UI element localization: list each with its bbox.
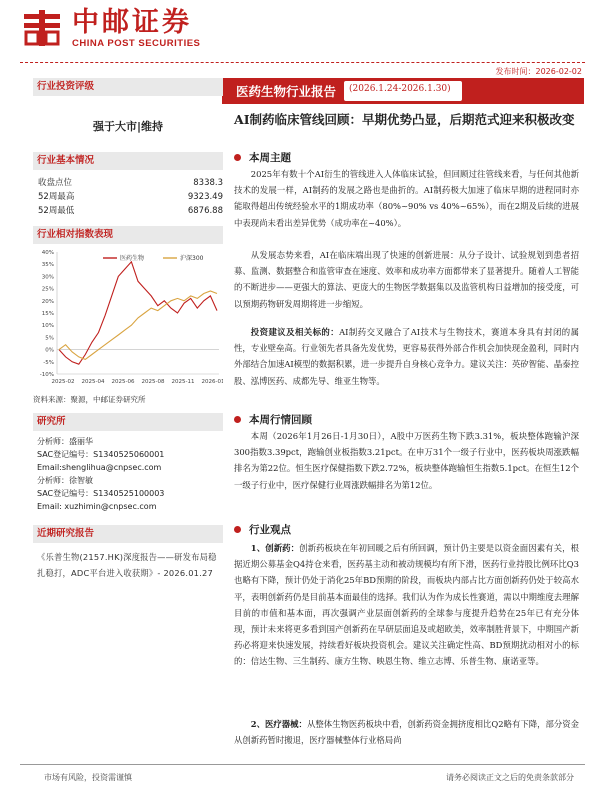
investment-advice-paragraph — [234, 324, 579, 389]
industry-report-title: 医药生物行业报告 — [236, 84, 337, 99]
medical-devices-text: 从整体生物医药板块中看，创新药资金拥挤度相比Q2略有下降，部分资金从创新药暂时搬退，医疗器械整体行业格局尚 — [234, 719, 579, 746]
publish-date: 发布时间：2026-02-02 — [495, 67, 582, 76]
x-tick-label: 2026-01 — [201, 379, 223, 385]
chart-section-header: 行业相对指数表现 — [33, 226, 223, 244]
stat-label: 收盘点位 — [38, 178, 73, 188]
section-title: 本周主题 — [249, 152, 291, 164]
y-tick-label: 5% — [45, 335, 54, 342]
legend-label: 医药生物 — [120, 255, 145, 262]
stat-value: 9323.49 — [187, 192, 223, 202]
analyst-name: 分析师：徐智敏 — [37, 476, 93, 485]
china-post-logo-icon — [20, 6, 64, 50]
y-tick-label: 25% — [41, 286, 54, 293]
analyst-list — [33, 435, 223, 513]
x-tick-label: 2025-06 — [111, 379, 135, 385]
rating-section-header: 行业投资评级 — [33, 78, 223, 96]
stat-value: 8338.3 — [193, 178, 223, 188]
analyst-sac-number: SAC登记编号：S1340525100003 — [37, 489, 165, 498]
series-line-0 — [59, 262, 217, 364]
section-title: 本周行情回顾 — [249, 414, 312, 426]
y-tick-label: -5% — [43, 359, 54, 366]
x-tick-label: 2025-02 — [51, 379, 75, 385]
y-tick-label: 30% — [41, 274, 54, 281]
basics-section-header: 行业基本情况 — [33, 152, 223, 170]
analyst-section-header: 研究所 — [33, 413, 223, 431]
y-tick-label: -10% — [39, 372, 54, 378]
stat-row — [33, 176, 223, 190]
report-main-title: AI制药临床管线回顾：早期优势凸显，后期范式迎来积极改变 — [234, 112, 575, 127]
left-sidebar — [33, 78, 223, 581]
y-tick-label: 0% — [45, 347, 54, 354]
x-tick-label: 2025-08 — [141, 379, 165, 385]
weekly-theme-paragraph-2: 从发展态势来看，AI在临床端出现了快速的创新进展：从分子设计、试验规划到患者招募、监测、数据整合和监管审查在速度、效率和成功率方面都带来了显著提升。随着人工智能的不断进步——更强大的算法、更庞大的生物医学数据集以及监管机构日益增加的接受度，可以预期药物研发周期将进一步缩短。 — [234, 250, 579, 309]
section-bullet-icon — [234, 526, 241, 533]
investment-rating: 强于大市|维持 — [92, 120, 164, 133]
investment-advice-lead: 投资建议及相关标的： — [250, 327, 340, 337]
y-tick-label: 35% — [41, 262, 54, 269]
recent-report-link[interactable]: 《乐普生物(2157.HK)深度报告——研发布局稳扎稳打，ADC平台进入收获期》- 2026.01.27 — [37, 552, 217, 578]
footer-divider — [20, 764, 585, 765]
industry-banner — [222, 78, 584, 104]
analyst-name: 分析师：盛丽华 — [37, 437, 93, 446]
chart-source: 资料来源：聚源，中邮证券研究所 — [33, 395, 146, 404]
section-weekly-theme — [234, 150, 291, 165]
investment-advice-text: AI制药交叉融合了AI技术与生物技术，赛道本身具有封闭的属性，专业壁垒高。行业领先者具备先发优势，更容易获得外部合作机会加快现金盈利，同时内外部结合加速AI模型的数据积累，进一步提升自身核心竞争力。建议关注：英矽智能、晶泰控股、泓博医药、成都先导、维亚生物等。 — [234, 327, 579, 386]
relative-index-chart-svg — [33, 244, 223, 392]
y-tick-label: 15% — [41, 311, 54, 317]
legend-label: 沪深300 — [180, 255, 204, 262]
stat-label: 52周最低 — [38, 206, 75, 216]
relative-index-chart — [33, 244, 223, 392]
stat-label: 52周最高 — [38, 192, 75, 202]
recent-reports-header: 近期研究报告 — [33, 525, 223, 543]
footer-disclaimer: 请务必阅读正文之后的免责条款部分 — [446, 773, 574, 782]
stats-list — [33, 176, 223, 218]
y-tick-label: 20% — [41, 298, 54, 305]
section-bullet-icon — [234, 416, 241, 423]
report-date-range: (2026.1.24-2026.1.30) — [349, 84, 451, 94]
innovative-drugs-lead: 1、创新药： — [250, 543, 300, 553]
y-tick-label: 10% — [41, 323, 54, 330]
market-review-paragraph: 本周（2026年1月26日-1月30日），A股中万医药生物下跌3.31%，板块整体跑输沪深300指数3.39pct，跑输创业板指数3.21pct。在申万31个一级子行业中，医药板块周涨跌幅排名为第22位。恒生医疗保健指数下跌2.72%，板块整体跑输恒生指数5.1pct。在恒生12个一级子行业中，医疗保健行业周涨跌幅排名为第12位。 — [234, 431, 579, 490]
logo-english-name: CHINA POST SECURITIES — [72, 38, 201, 49]
y-tick-label: 40% — [41, 250, 54, 256]
x-tick-label: 2025-11 — [171, 379, 195, 385]
industry-view-paragraph-1 — [234, 540, 579, 716]
stat-row — [33, 190, 223, 204]
stat-value: 6876.88 — [187, 206, 223, 216]
company-logo — [20, 4, 220, 54]
innovative-drugs-text: 创新药板块在年初回暖之后有所回调，预计仍主要是以资金面因素有关，根据近期公募基金Q4持仓来看，医药基主动和被动规模均有所下滑，医药行业持股比例环比Q3也略有下降，预计仍处于消化25年BD预期的阶段，而板块内部占比方面创新药仍处于较高水平，表明创新药仍是目前基本面最佳的选择。我们认为作为成长性赛道，需以中期维度去理解目前的市值和基本面，再次强调产业层面创新药的全球参与度提升趋势在25年已有充分体现，预计未来将更多看到国产创新药在早研层面追及或超欧美，效率制胜背景下，中期国产新药必将迎来快速发展，持续看好板块投资机会。建议关注确定性高、BD预期扰动相对小的标的：信达生物、三生制药、康方生物、映恩生物、维立志博、乐普生物、康诺亚等。 — [234, 543, 579, 667]
report-header — [0, 0, 600, 62]
logo-chinese-name: 中邮证券 — [72, 7, 192, 38]
header-divider — [20, 62, 585, 63]
medical-devices-lead: 2、医疗器械： — [250, 719, 307, 729]
weekly-theme-paragraph-1: 2025年有数十个AI衍生的管线进入人体临床试验，但回顾过往管线来看，与任何其他新技术的发展一样，AI制药的发展之路也是曲折的。AI制药极大加速了临床早期的进程同时亦能取得超出传统经验水平的1期成功率（80%~90% vs 40%~65%），而在2期及后续的进展中表现尚未看出差异优势（成功率在~40%）。 — [234, 169, 579, 228]
analyst-email[interactable]: Email:shenglihua@cnpsec.com — [37, 463, 162, 472]
analyst-email[interactable]: Email: xuzhimin@cnpsec.com — [37, 502, 157, 511]
industry-view-paragraph-2 — [234, 716, 579, 750]
x-tick-label: 2025-04 — [81, 379, 105, 385]
analyst-sac-number: SAC登记编号：S1340525060001 — [37, 450, 165, 459]
stat-row — [33, 204, 223, 218]
footer-risk-notice: 市场有风险，投资需谨慎 — [44, 773, 132, 782]
section-title: 行业观点 — [249, 524, 291, 536]
section-bullet-icon — [234, 154, 241, 161]
section-industry-view — [234, 522, 291, 537]
section-market-review — [234, 412, 312, 427]
